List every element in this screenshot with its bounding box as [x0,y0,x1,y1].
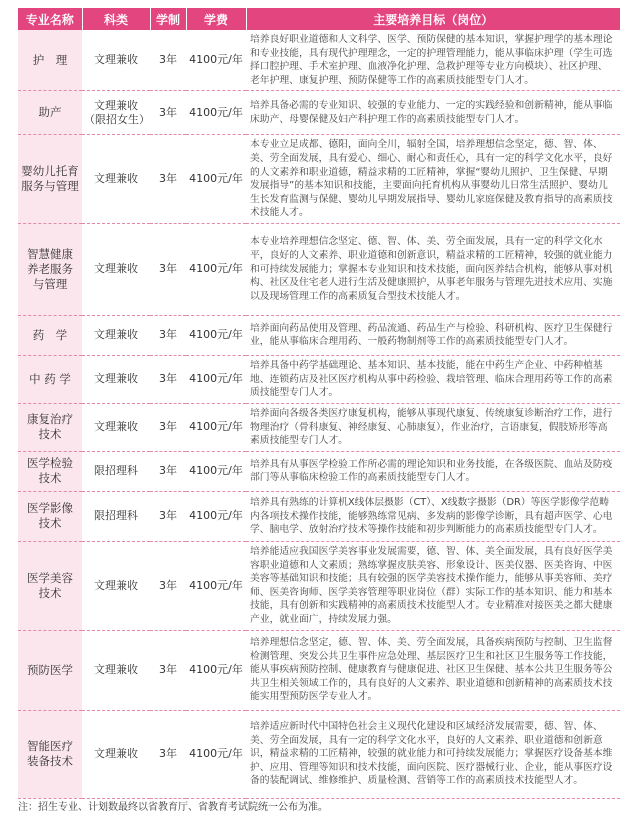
duration-cell: 3年 [150,541,186,630]
duration-cell: 3年 [150,30,186,91]
enrollment-table [18,8,620,799]
tuition-cell: 4100元/年 [186,91,246,135]
major-name-cell: 护 理 [18,30,82,91]
tuition-cell: 4100元/年 [186,630,246,710]
training-goal-cell: 培养适应新时代中国特色社会主义现代化建设和区域经济发展需要，德、智、体、美、劳全面发展，具有一定的科学文化水平，良好的人文素养、职业道德和创新意识，精益求精的工匠精神，较强的就业能力和可持续发展能力；掌握医疗设备基本维护、应用、管理等知识和技术技能，面向医院、医疗器械行业、企业，能从事医疗设备的装配调试、维修维护、质量检测、营销等工作的高素质技术技能型人才。 [246,710,620,798]
major-name-cell: 智慧健康 养老服务 与管理 [18,223,82,315]
major-name-cell: 医学影像 技术 [18,491,82,541]
header-category: 科类 [82,8,150,30]
table-row [18,630,620,710]
table-row [18,135,620,224]
category-cell: 文理兼收 [82,630,150,710]
training-goal-cell: 培养良好职业道德和人文科学、医学、预防保健的基本知识，掌握护理学的基本理论和专业技能，具有现代护理理念，一定的护理管理能力，能从事临床护理（学生可选择口腔护理、手术室护理、血液净化护理、急救护理等专业方向模块）、社区护理、老年护理、康复护理、预防保健等工作的高素质技能型专门人才。 [246,30,620,91]
header-training-goal: 主要培养目标（岗位） [246,8,620,30]
tuition-cell: 4100元/年 [186,403,246,451]
category-cell: 文理兼收 [82,710,150,798]
table-row [18,541,620,630]
tuition-cell: 4100元/年 [186,223,246,315]
table-row [18,403,620,451]
duration-cell: 3年 [150,315,186,355]
major-name-cell: 医学美容 技术 [18,541,82,630]
training-goal-cell: 本专业培养理想信念坚定、德、智、体、美、劳全面发展，具有一定的科学文化水平，良好的人文素养、职业道德和创新意识，精益求精的工匠精神，较强的就业能力和可持续发展能力；掌握本专业知识和技术技能，面向医养结合机构，能够从事对机构、社区及住宅老人进行生活及健康照护，从事老年服务与管理先进技术应用、实施以及现场管理工作的高素质复合型技术技能人才。 [246,223,620,315]
header-tuition: 学费 [186,8,246,30]
training-goal-cell: 培养理想信念坚定，德、智、体、美、劳全面发展，具备疾病预防与控制、卫生监督检测管理、突发公共卫生事件应急处理、基层医疗卫生和社区卫生服务等工作技能，能从事疾病预防控制、健康教育与健康促进、社区卫生保健、基本公共卫生服务等公共卫生相关领域工作的，具有良好的人文素养、职业道德和创新精神的高素质技术技能实用型预防医学专业人才。 [246,630,620,710]
table-row [18,710,620,798]
duration-cell: 3年 [150,451,186,491]
header-major-name: 专业名称 [18,8,82,30]
table-row [18,91,620,135]
header-duration: 学制 [150,8,186,30]
duration-cell: 3年 [150,710,186,798]
duration-cell: 3年 [150,135,186,224]
duration-cell: 3年 [150,630,186,710]
tuition-cell: 4100元/年 [186,30,246,91]
tuition-cell: 4100元/年 [186,135,246,224]
major-name-cell: 智能医疗 装备技术 [18,710,82,798]
table-row [18,355,620,403]
duration-cell: 3年 [150,355,186,403]
table-row [18,315,620,355]
category-cell: 文理兼收 [82,30,150,91]
major-name-cell: 中 药 学 [18,355,82,403]
table-row [18,223,620,315]
training-goal-cell: 培养能适应我国医学美容事业发展需要，德、智、体、美全面发展，具有良好医学美容职业道德和人文素质；熟练掌握皮肤美容、形象设计、医美仪器、医美咨询、中医美容等基础知识和技能；具有较强的医学美容技术操作能力，能够从事美容师、美疗师、医美咨询师、医学美容管理等职业岗位（群）实际工作的基本知识、能力和基本技能，具有创新和实践精神的高素质技术技能型人才。专业精准对接医美之都大健康产业，就业面广，持续发展力强。 [246,541,620,630]
major-name-cell: 医学检验 技术 [18,451,82,491]
training-goal-cell: 培养具备中药学基础理论、基本知识、基本技能，能在中药生产企业、中药种植基地、连锁药店及社区医疗机构从事中药检验、栽培管理、临床合理用药等工作的高素质技能型专门人才。 [246,355,620,403]
table-row [18,451,620,491]
training-goal-cell: 培养面向药品使用及管理、药品流通、药品生产与检验、科研机构、医疗卫生保健行业，能从事临床合理用药、一般药物制剂等工作的高素质技能型专门人才。 [246,315,620,355]
tuition-cell: 4100元/年 [186,355,246,403]
category-cell: 文理兼收 [82,223,150,315]
duration-cell: 3年 [150,223,186,315]
tuition-cell: 4100元/年 [186,315,246,355]
table-row [18,491,620,541]
major-name-cell: 婴幼儿托育 服务与管理 [18,135,82,224]
tuition-cell: 4100元/年 [186,491,246,541]
enrollment-table-container [18,8,620,799]
duration-cell: 3年 [150,491,186,541]
tuition-cell: 4100元/年 [186,451,246,491]
category-cell: 文理兼收 [82,541,150,630]
tuition-cell: 4100元/年 [186,710,246,798]
category-cell: 文理兼收 [82,135,150,224]
major-name-cell: 预防医学 [18,630,82,710]
major-name-cell: 康复治疗 技术 [18,403,82,451]
footnote: 注：招生专业、计划数最终以省教育厅、省教育考试院统一公布为准。 [18,802,328,813]
duration-cell: 3年 [150,403,186,451]
duration-cell: 3年 [150,91,186,135]
category-cell: 文理兼收 [82,355,150,403]
table-body [18,30,620,798]
training-goal-cell: 培养具有熟练的计算机X线体层摄影（CT）、X线数字摄影（DR）等医学影像学范畴内各项技术操作技能，能够熟练常见病、多发病的影像学诊断，具有超声医学、心电学、脑电学、放射治疗技术等操作技能和初步判断能力的高素质技能型专门人才。 [246,491,620,541]
training-goal-cell: 培养具有从事医学检验工作所必需的理论知识和业务技能，在各级医院、血站及防疫部门等从事临床检验工作的高素质技能型专门人才。 [246,451,620,491]
training-goal-cell: 培养面向各级各类医疗康复机构，能够从事现代康复、传统康复诊断治疗工作，进行物理治疗（骨科康复、神经康复、心肺康复），作业治疗，言语康复，假肢矫形等高素质技能型专门人才。 [246,403,620,451]
training-goal-cell: 本专业立足成都、德阳，面向全川，辐射全国，培养理想信念坚定，德、智、体、美、劳全面发展，具有爱心、细心、耐心和责任心，具有一定的科学文化水平，良好的人文素养和职业道德，精益求精的工匠精神，掌握“婴幼儿照护、卫生保健、早期发展指导”的基本知识和技能，主要面向托育机构从事婴幼儿日常生活照护、婴幼儿生长发育监测与保健、婴幼儿早期发展指导、婴幼儿家庭保健及教育指导的高素质技术技能人才。 [246,135,620,224]
category-cell: 文理兼收 [82,315,150,355]
tuition-cell: 4100元/年 [186,541,246,630]
major-name-cell: 助产 [18,91,82,135]
table-header-row [18,8,620,30]
major-name-cell: 药 学 [18,315,82,355]
category-cell: 限招理科 [82,491,150,541]
table-row [18,30,620,91]
category-cell: 限招理科 [82,451,150,491]
category-cell: 文理兼收 [82,403,150,451]
category-cell: 文理兼收 （限招女生） [82,91,150,135]
training-goal-cell: 培养具备必需的专业知识、较强的专业能力、一定的实践经验和创新精神，能从事临床助产、母婴保健及妇产科护理工作的高素质技能型专门人才。 [246,91,620,135]
